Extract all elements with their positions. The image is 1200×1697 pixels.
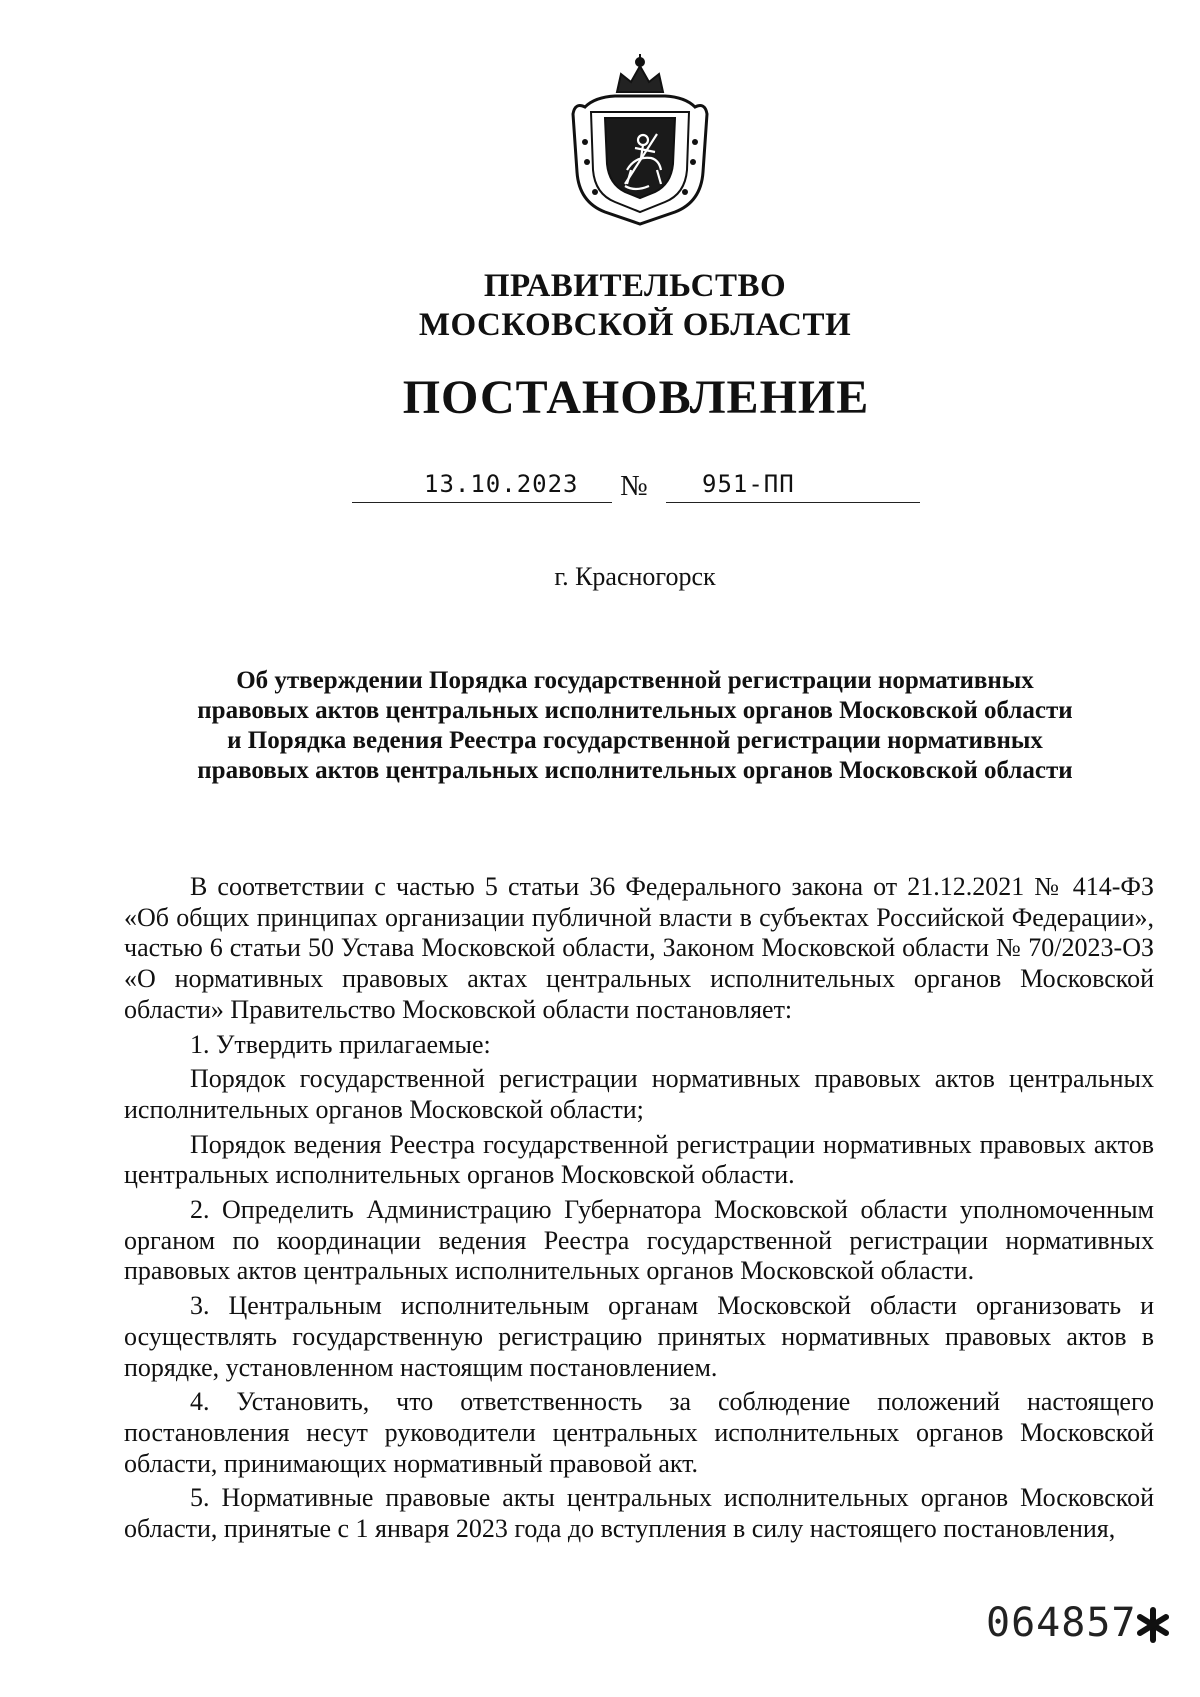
document-body xyxy=(124,872,1154,1549)
form-serial-number: 064857 xyxy=(986,1600,1137,1646)
government-title-line1: ПРАВИТЕЛЬСТВО xyxy=(483,268,787,304)
body-paragraph-item3: 3. Центральным исполнительным органам Московской области организовать и осуществлять государственную регистрацию принятых нормативных правовых актов в порядке, установленном настоящим постановлением. xyxy=(124,1291,1154,1382)
document-date: 13.10.2023 xyxy=(424,470,579,498)
subject-line: и Порядка ведения Реестра государственной регистрации нормативных xyxy=(227,727,1043,754)
body-paragraph-item4: 4. Установить, что ответственность за соблюдение положений настоящего постановления несут руководители центральных исполнительных органов Московской области, принимающих нормативный правовой акт. xyxy=(124,1387,1154,1478)
government-title-line2: МОСКОВСКОЙ ОБЛАСТИ xyxy=(418,307,852,343)
city: г. Красногорск xyxy=(554,562,716,591)
registration-row xyxy=(0,466,1200,506)
number-underline xyxy=(666,502,920,503)
subject-line: Об утверждении Порядка государственной регистрации нормативных xyxy=(236,667,1034,694)
document-number: 951-ПП xyxy=(702,470,795,498)
document-type: ПОСТАНОВЛЕНИЕ xyxy=(402,371,870,424)
body-paragraph-item1-a: Порядок государственной регистрации нормативных правовых актов центральных исполнительных органов Московской области; xyxy=(124,1064,1154,1124)
coat-of-arms-icon xyxy=(565,52,715,230)
asterisk-icon xyxy=(1133,1605,1173,1645)
body-paragraph-item2: 2. Определить Администрацию Губернатора Московской области уполномоченным органом по координации ведения Реестра государственной регистрации нормативных правовых актов центральных исполнительных органов Московской области. xyxy=(124,1195,1154,1286)
body-paragraph-item5: 5. Нормативные правовые акты центральных исполнительных органов Московской области, принятые с 1 января 2023 года до вступления в силу настоящего постановления, xyxy=(124,1483,1154,1544)
subject-line: правовых актов центральных исполнительных органов Московской области xyxy=(197,697,1073,724)
number-sign: № xyxy=(620,470,648,502)
body-paragraph-preamble: В соответствии с частью 5 статьи 36 Федерального закона от 21.12.2021 № 414-ФЗ «Об общих принципах организации публичной власти в субъектах Российской Федерации», частью 6 статьи 50 Устава Московской области, Законом Московской области № 70/2023-ОЗ «О нормативных правовых актах центральных исполнительных органов Московской области» Правительство Московской области постановляет: xyxy=(124,872,1154,1024)
document-subject xyxy=(150,666,1120,786)
body-paragraph-item1-b: Порядок ведения Реестра государственной регистрации нормативных правовых актов центральных исполнительных органов Московской области. xyxy=(124,1129,1154,1190)
date-underline xyxy=(352,502,612,503)
body-paragraph-item1: 1. Утвердить прилагаемые: xyxy=(190,1029,491,1059)
subject-line: правовых актов центральных исполнительных органов Московской области xyxy=(197,757,1073,784)
